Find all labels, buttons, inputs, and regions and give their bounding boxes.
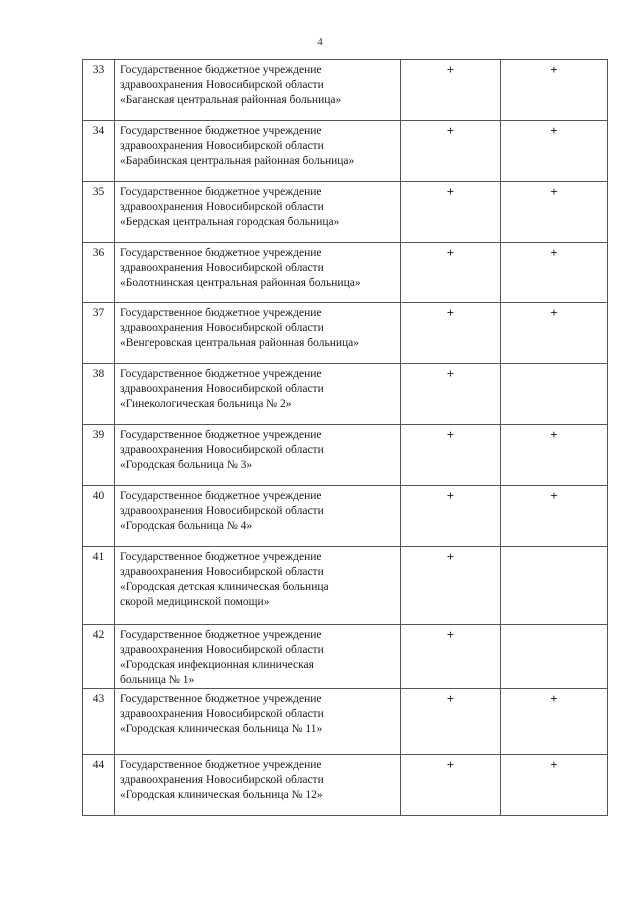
table-row [83,60,608,121]
table-row [83,121,608,182]
table-row [83,547,608,625]
mark-column-a: + [401,425,501,486]
institution-name [115,625,401,689]
mark-column-a: + [401,755,501,816]
row-number: 33 [83,60,115,121]
row-number: 44 [83,755,115,816]
mark-column-a: + [401,243,501,303]
institution-name-line: здравоохранения Новосибирской области [120,262,324,274]
row-number: 39 [83,425,115,486]
institution-name-line: Государственное бюджетное учреждение [120,186,322,198]
institution-name-line: Государственное бюджетное учреждение [120,368,322,380]
institution-name-line: здравоохранения Новосибирской области [120,708,324,720]
page-number: 4 [317,36,323,48]
institution-name-line: здравоохранения Новосибирской области [120,140,324,152]
mark-column-b [501,547,608,625]
mark-column-a: + [401,364,501,425]
institution-name [115,182,401,243]
institution-name-line: Государственное бюджетное учреждение [120,759,322,771]
mark-column-b: + [501,425,608,486]
row-number: 37 [83,303,115,364]
table-row [83,243,608,303]
institutions-table [82,59,608,816]
institution-name-line: здравоохранения Новосибирской области [120,201,324,213]
mark-column-b: + [501,303,608,364]
mark-column-b: + [501,755,608,816]
institution-name-line: «Городская инфекционная клиническая [120,659,314,671]
mark-column-a: + [401,303,501,364]
table-row [83,182,608,243]
table-row [83,364,608,425]
institution-name-line: «Венгеровская центральная районная больница» [120,337,360,349]
institution-name [115,755,401,816]
institution-name-line: здравоохранения Новосибирской области [120,444,324,456]
institution-name-line: «Городская клиническая больница № 11» [120,723,323,735]
institution-name-line: здравоохранения Новосибирской области [120,79,324,91]
row-number: 35 [83,182,115,243]
institution-name-line: Государственное бюджетное учреждение [120,693,322,705]
institution-name [115,486,401,547]
institution-name-line: здравоохранения Новосибирской области [120,505,324,517]
institution-name-line: здравоохранения Новосибирской области [120,383,324,395]
mark-column-b [501,364,608,425]
institution-name [115,121,401,182]
table-body [83,60,608,816]
mark-column-b: + [501,60,608,121]
mark-column-a: + [401,486,501,547]
institution-name-line: «Баганская центральная районная больница» [120,94,342,106]
row-number: 43 [83,689,115,755]
institution-name-line: «Бердская центральная городская больница» [120,216,340,228]
row-number: 40 [83,486,115,547]
row-number: 34 [83,121,115,182]
mark-column-a: + [401,689,501,755]
institution-name-line: «Городская больница № 4» [120,520,253,532]
institution-name-line: «Гинекологическая больница № 2» [120,398,292,410]
institution-name [115,547,401,625]
institution-name-line: здравоохранения Новосибирской области [120,322,324,334]
mark-column-b [501,625,608,689]
institution-name-line: Государственное бюджетное учреждение [120,125,322,137]
table-row [83,486,608,547]
mark-column-a: + [401,625,501,689]
institution-name [115,243,401,303]
mark-column-b: + [501,182,608,243]
table-row [83,625,608,689]
row-number: 36 [83,243,115,303]
institution-name [115,689,401,755]
institution-name-line: скорой медицинской помощи» [120,596,270,608]
mark-column-a: + [401,182,501,243]
institution-name-line: Государственное бюджетное учреждение [120,247,322,259]
institution-name-line: Государственное бюджетное учреждение [120,64,322,76]
institution-name-line: «Барабинская центральная районная больница» [120,155,355,167]
mark-column-a: + [401,121,501,182]
table-row [83,689,608,755]
institution-name-line: «Болотнинская центральная районная больница» [120,277,361,289]
institution-name [115,303,401,364]
institution-name-line: Государственное бюджетное учреждение [120,307,322,319]
mark-column-b: + [501,689,608,755]
mark-column-b: + [501,486,608,547]
row-number: 41 [83,547,115,625]
table-row [83,425,608,486]
table-row [83,755,608,816]
institution-name-line: здравоохранения Новосибирской области [120,774,324,786]
institution-name-line: здравоохранения Новосибирской области [120,566,324,578]
row-number: 38 [83,364,115,425]
institution-name [115,425,401,486]
institution-name-line: «Городская клиническая больница № 12» [120,789,323,801]
institution-name-line: больница № 1» [120,674,195,686]
institution-name [115,60,401,121]
institution-name-line: «Городская больница № 3» [120,459,253,471]
table-row [83,303,608,364]
institution-name-line: «Городская детская клиническая больница [120,581,329,593]
mark-column-b: + [501,243,608,303]
mark-column-b: + [501,121,608,182]
institution-name-line: Государственное бюджетное учреждение [120,490,322,502]
institution-name-line: Государственное бюджетное учреждение [120,629,322,641]
mark-column-a: + [401,547,501,625]
institution-name-line: здравоохранения Новосибирской области [120,644,324,656]
row-number: 42 [83,625,115,689]
institution-name-line: Государственное бюджетное учреждение [120,551,322,563]
institution-name-line: Государственное бюджетное учреждение [120,429,322,441]
institution-name [115,364,401,425]
mark-column-a: + [401,60,501,121]
